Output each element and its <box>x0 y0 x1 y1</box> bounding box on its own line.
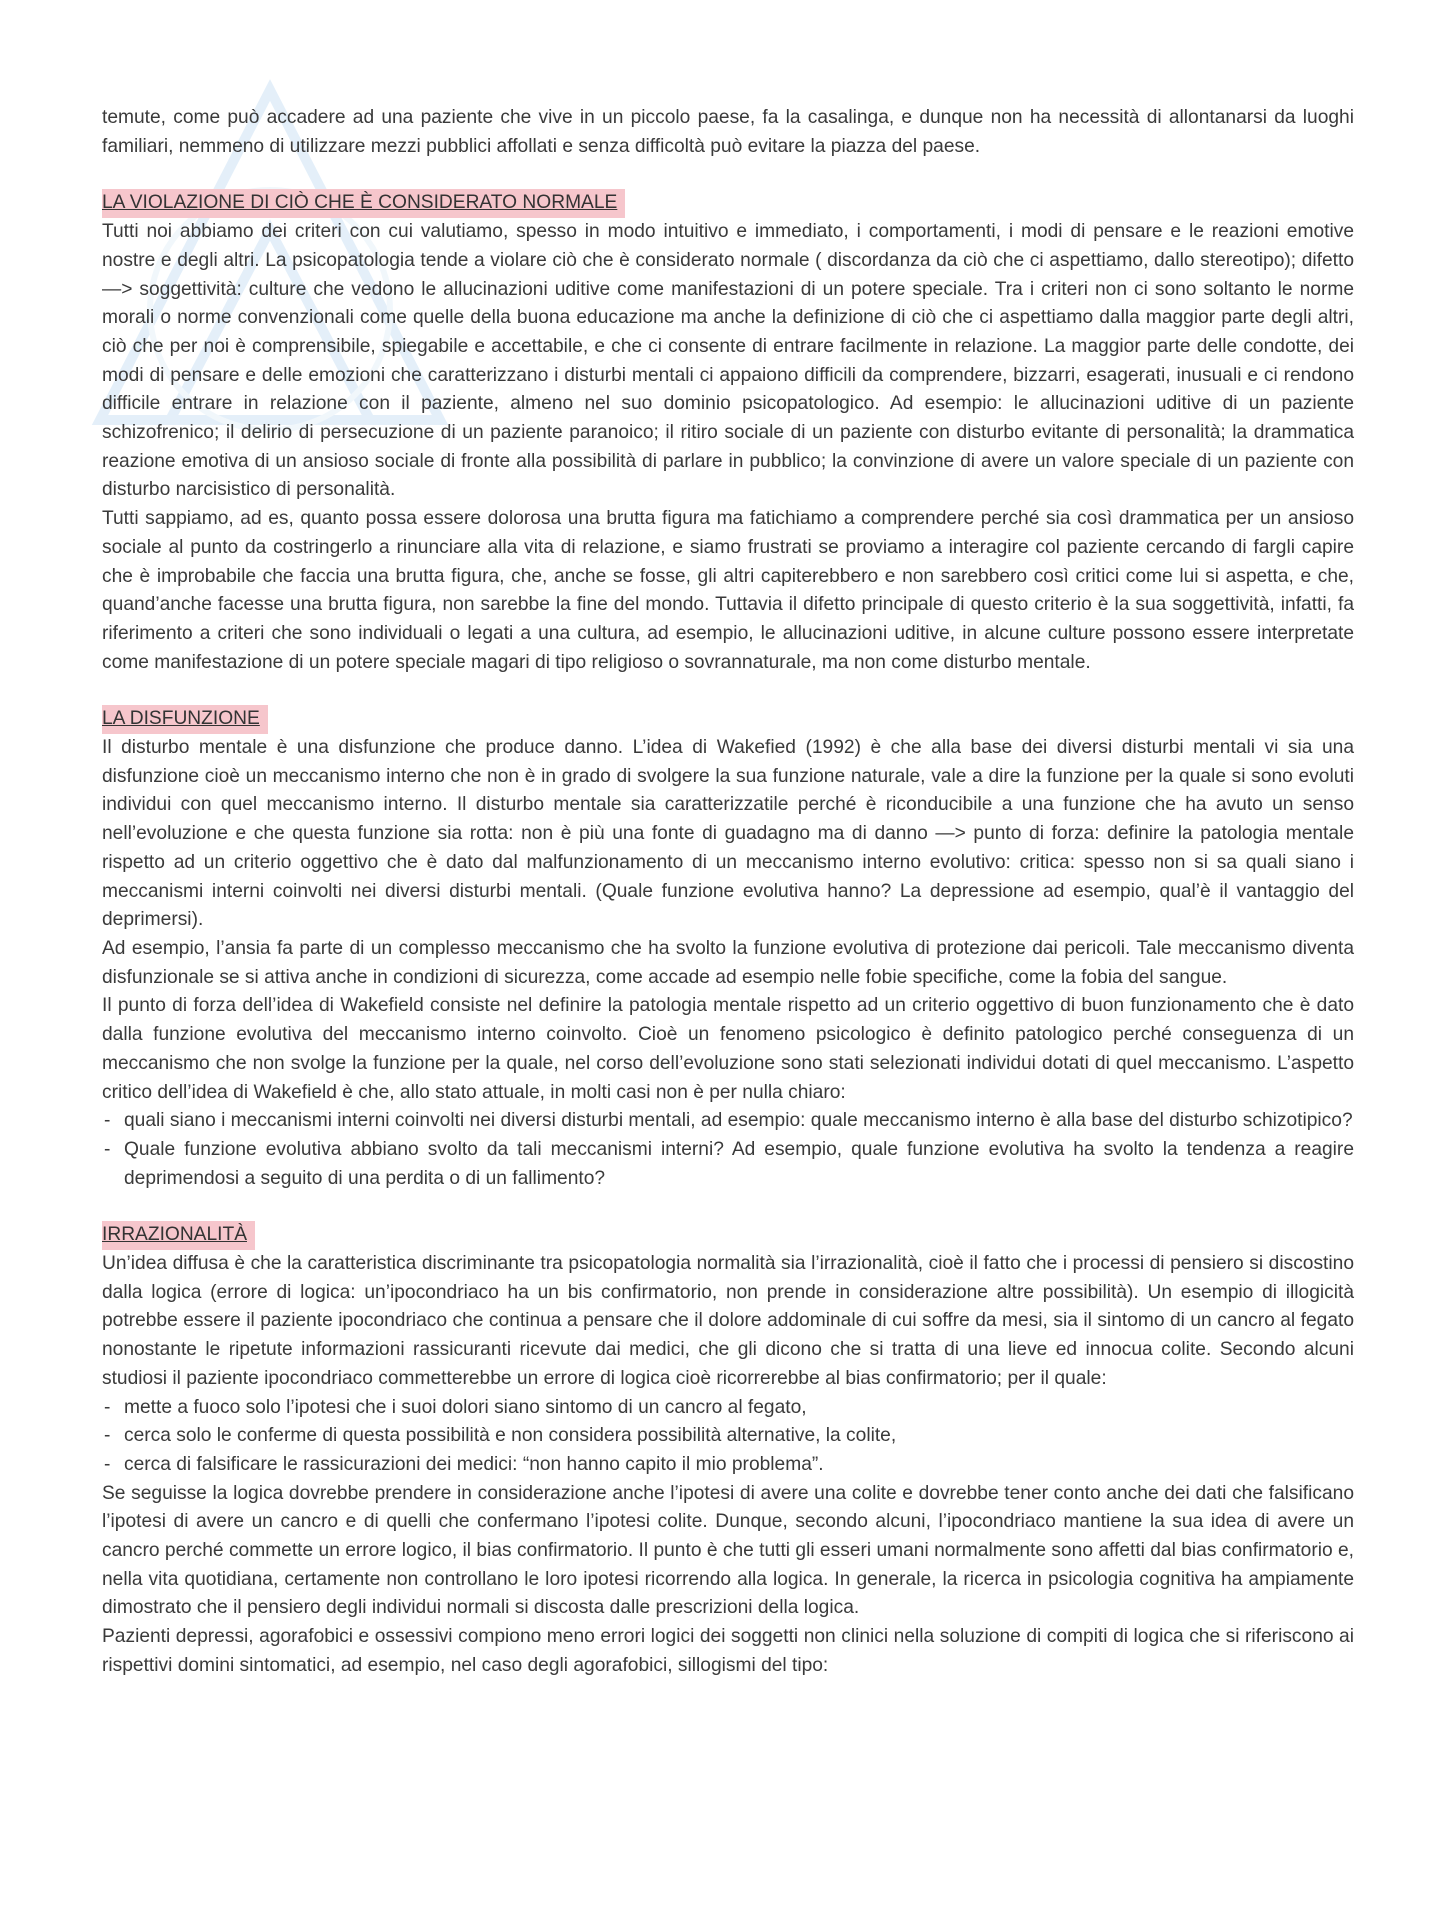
bullet-dash: - <box>104 1138 111 1160</box>
paragraph: Pazienti depressi, agorafobici e ossessivi compiono meno errori logici dei soggetti non clinici nella soluzione di compiti di logica che si riferiscono ai rispettivi domini sintomatici, ad esempio, nel caso degli agorafobici, sillogismi del tipo: <box>102 1626 1354 1676</box>
paragraph: Tutti noi abbiamo dei criteri con cui valutiamo, spesso in modo intuitivo e immediato, i comportamenti, i modi di pensare e le reazioni emotive nostre e degli altri. La psicopatologia tende a violare ciò che è considerato normale ( discordanza da ciò che ci aspettiamo, dallo stereotipo); difetto —> soggettività: culture che vedono le allucinazioni uditive come manifestazioni di un potere speciale. Tra i criteri non ci sono soltanto le norme morali o norme convenzionali come quelle della buona educazione ma anche la definizione di ciò che ci aspettiamo dalla maggior parte degli altri, ciò che per noi è comprensibile, spiegabile e accettabile, e che ci consente di entrare facilmente in relazione. La maggior parte delle condotte, dei modi di pensare e delle emozioni che caratterizzano i disturbi mentali ci appaiono difficili da comprendere, bizzarri, esagerati, inusuali e ci rendono difficile entrare in relazione con il paziente, almeno nel suo dominio psicopatologico. Ad esempio: le allucinazioni uditive di un paziente schizofrenico; il delirio di persecuzione di un paziente paranoico; il ritiro sociale di un paziente con disturbo evitante di personalità; la drammatica reazione emotiva di un ansioso sociale di fronte alla possibilità di parlare in pubblico; la convinzione di avere un valore speciale di un paziente con disturbo narcisistico di personalità. <box>102 221 1354 501</box>
list-item <box>102 1107 1354 1136</box>
list-item-text: mette a fuoco solo l’ipotesi che i suoi dolori siano sintomo di un cancro al fegato, <box>124 1396 807 1418</box>
paragraph: Se seguisse la logica dovrebbe prendere in considerazione anche l’ipotesi di avere una colite e dovrebbe tener conto anche dei dati che falsificano l’ipotesi di avere un cancro e di quelli che confermano l’ipotesi colite. Dunque, secondo alcuni, l’ipocondriaco mantiene la sua idea di avere un cancro perché commette un errore logico, il bias confirmatorio. Il punto è che tutti gli esseri umani normalmente sono affetti dal bias confirmatorio e, nella vita quotidiana, certamente non controllano le loro ipotesi ricorrendo alla logica. In generale, la ricerca in psicologia cognitiva ha ampiamente dimostrato che il pensiero degli individui normali si discosta dalle prescrizioni della logica. <box>102 1482 1354 1619</box>
section-disfunzione <box>102 705 1354 1193</box>
list-item <box>102 1394 1354 1423</box>
list-item-text: Quale funzione evolutiva abbiano svolto da tali meccanismi interni? Ad esempio, quale funzione evolutiva ha svolto la tendenza a reagire deprimendosi a seguito di una perdita o di un fallimento? <box>124 1138 1354 1189</box>
section-violazione <box>102 189 1354 677</box>
paragraph: Ad esempio, l’ansia fa parte di un complesso meccanismo che ha svolto la funzione evolutiva di protezione dai pericoli. Tale meccanismo diventa disfunzionale se si attiva anche in condizioni di sicurezza, come accade ad esempio nelle fobie specifiche, come la fobia del sangue. <box>102 937 1354 988</box>
bullet-list <box>102 1394 1354 1480</box>
paragraph: Il disturbo mentale è una disfunzione che produce danno. L’idea di Wakefied (1992) è che alla base dei diversi disturbi mentali vi sia una disfunzione cioè un meccanismo interno che non è in grado di svolgere la sua funzione naturale, vale a dire la funzione per la quale si sono evoluti individui con quel meccanismo interno. Il disturbo mentale sia caratterizzatile perché è riconducibile a una funzione che ha avuto un senso nell’evoluzione e che questa funzione sia rotta: non è più una fonte di guadagno ma di danno —> punto di forza: definire la patologia mentale rispetto ad un criterio oggettivo che è dato dal malfunzionamento di un meccanismo interno evolutivo: critica: spesso non si sa quali siano i meccanismi interni coinvolti nei diversi disturbi mentali. (Quale funzione evolutiva hanno? La depressione ad esempio, qual’è il vantaggio del deprimersi). <box>102 737 1354 931</box>
bullet-dash: - <box>104 1453 111 1475</box>
section-irrazionalita <box>102 1221 1354 1680</box>
paragraph: Tutti sappiamo, ad es, quanto possa essere dolorosa una brutta figura ma fatichiamo a comprendere perché sia così drammatica per un ansioso sociale al punto da costringerlo a rinunciare alla vita di relazione, e siamo frustrati se proviamo a interagire col paziente cercando di fargli capire che è improbabile che faccia una brutta figura, che, anche se fosse, gli altri capiterebbero e non sarebbero così critici come lui si aspetta, e che, quand’anche facesse una brutta figura, non sarebbe la fine del mondo. Tuttavia il difetto principale di questo criterio è la sua soggettività, infatti, fa riferimento a criteri che sono individuali o legati a una cultura, ad esempio, le allucinazioni uditive, in alcune culture possono essere interpretate come manifestazione di un potere speciale magari di tipo religioso o sovrannaturale, ma non come disturbo mentale. <box>102 508 1354 673</box>
list-item-text: cerca di falsificare le rassicurazioni dei medici: “non hanno capito il mio problema”. <box>124 1453 824 1475</box>
bullet-dash: - <box>104 1396 111 1418</box>
list-item-text: quali siano i meccanismi interni coinvolti nei diversi disturbi mentali, ad esempio: quale meccanismo interno è alla base del disturbo schizotipico? <box>124 1110 1353 1132</box>
bullet-dash: - <box>104 1110 111 1132</box>
paragraph: Il punto di forza dell’idea di Wakefield consiste nel definire la patologia mentale rispetto ad un criterio oggettivo di buon funzionamento che è dato dalla funzione evolutiva del meccanismo interno coinvolto. Cioè un fenomeno psicologico è definito patologico perché conseguenza di un meccanismo che non svolge la funzione per la quale, nel corso dell’evoluzione sono stati selezionati individui dotati di quel meccanismo. L’aspetto critico dell’idea di Wakefield è che, allo stato attuale, in molti casi non è per nulla chiaro: <box>102 995 1354 1103</box>
list-item <box>102 1451 1354 1480</box>
paragraph: Un’idea diffusa è che la caratteristica discriminante tra psicopatologia normalità sia l’irrazionalità, cioè il fatto che i processi di pensiero si discostino dalla logica (errore di logica: un’ipocondriaco ha un bis confirmatorio, non prende in considerazione altre possibilità). Un esempio di illogicità potrebbe essere il paziente ipocondriaco che continua a pensare che il dolore addominale di cui soffre da mesi, sia il sintomo di un cancro al fegato nonostante le ripetute informazioni rassicuranti ricevute dai medici, che gli dicono che si tratta di una lieve ed innocua colite. Secondo alcuni studiosi il paziente ipocondriaco commetterebbe un errore di logica cioè ricorrerebbe al bias confirmatorio; per il quale: <box>102 1253 1354 1389</box>
section-heading-disfunzione: LA DISFUNZIONE <box>102 705 268 734</box>
list-item-text: cerca solo le conferme di questa possibilità e non considera possibilità alternative, la colite, <box>124 1425 897 1447</box>
section-heading-irrazionalita: IRRAZIONALITÀ <box>102 1221 255 1250</box>
section-heading-violazione: LA VIOLAZIONE DI CIÒ CHE È CONSIDERATO NORMALE <box>102 189 625 218</box>
list-item <box>102 1422 1354 1451</box>
intro-paragraph: temute, come può accadere ad una paziente che vive in un piccolo paese, fa la casalinga, e dunque non ha necessità di allontanarsi da luoghi familiari, nemmeno di utilizzare mezzi pubblici affollati e senza difficoltà può evitare la piazza del paese. <box>102 107 1354 157</box>
bullet-list <box>102 1107 1354 1193</box>
bullet-dash: - <box>104 1425 111 1447</box>
document-page <box>102 104 1354 1681</box>
list-item <box>102 1136 1354 1193</box>
